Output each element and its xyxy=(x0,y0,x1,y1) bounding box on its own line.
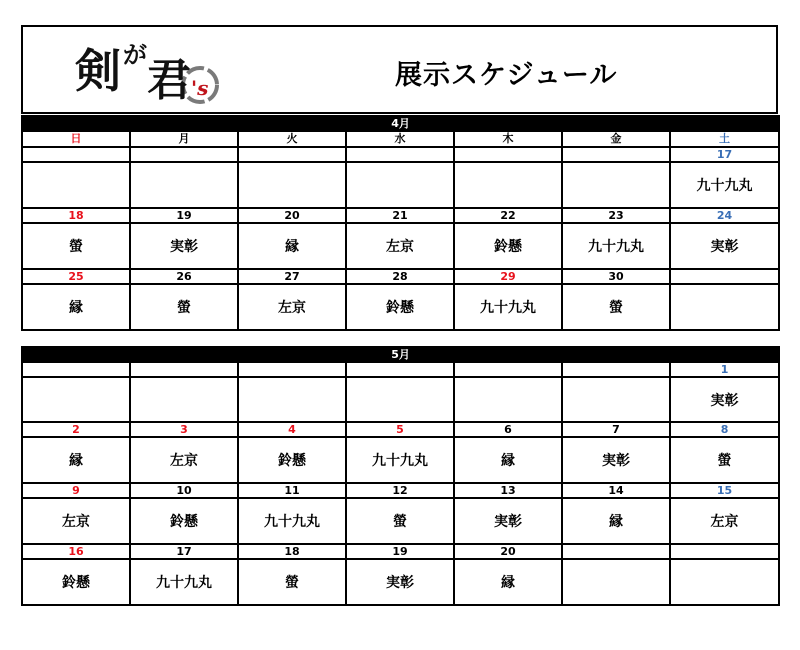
date-cell: 14 xyxy=(562,483,670,498)
date-cell: 23 xyxy=(562,208,670,223)
date-cell: 22 xyxy=(454,208,562,223)
page-title: 展示スケジュール xyxy=(395,60,618,91)
date-cell xyxy=(238,362,346,377)
character-cell: 螢 xyxy=(22,223,130,269)
character-cell: 鈴懸 xyxy=(130,498,238,544)
weekday-fri: 金 xyxy=(562,131,670,147)
character-cell xyxy=(670,284,779,330)
character-cell: 九十九丸 xyxy=(238,498,346,544)
april-calendar xyxy=(21,115,780,331)
character-cell: 鈴懸 xyxy=(22,559,130,605)
date-cell: 1 xyxy=(670,362,779,377)
character-cell: 螢 xyxy=(238,559,346,605)
date-cell: 8 xyxy=(670,422,779,437)
date-cell: 27 xyxy=(238,269,346,284)
character-row xyxy=(22,437,779,483)
schedule-header xyxy=(21,25,778,114)
character-cell xyxy=(22,162,130,208)
character-cell xyxy=(670,559,779,605)
character-cell: 縁 xyxy=(454,437,562,483)
character-cell: 螢 xyxy=(130,284,238,330)
month-header-may xyxy=(22,347,779,362)
date-row xyxy=(22,269,779,284)
character-cell xyxy=(454,162,562,208)
character-cell: 鈴懸 xyxy=(346,284,454,330)
date-cell: 17 xyxy=(130,544,238,559)
date-cell xyxy=(346,147,454,162)
weekday-sat: 土 xyxy=(670,131,779,147)
character-cell: 九十九丸 xyxy=(670,162,779,208)
date-cell: 6 xyxy=(454,422,562,437)
character-cell: 実彰 xyxy=(562,437,670,483)
date-cell: 16 xyxy=(22,544,130,559)
character-cell: 実彰 xyxy=(454,498,562,544)
date-cell: 28 xyxy=(346,269,454,284)
svg-text:君: 君 xyxy=(147,55,191,106)
date-cell xyxy=(238,147,346,162)
month-label: 5月 xyxy=(22,347,779,362)
character-cell: 縁 xyxy=(562,498,670,544)
svg-text:'s: 's xyxy=(191,76,209,100)
character-cell: 螢 xyxy=(562,284,670,330)
character-row xyxy=(22,284,779,330)
date-cell: 5 xyxy=(346,422,454,437)
character-cell xyxy=(562,559,670,605)
character-cell xyxy=(346,377,454,422)
character-row xyxy=(22,377,779,422)
date-cell: 20 xyxy=(238,208,346,223)
month-header-april xyxy=(22,116,779,131)
character-cell xyxy=(454,377,562,422)
date-cell: 18 xyxy=(238,544,346,559)
date-row xyxy=(22,208,779,223)
character-cell: 縁 xyxy=(238,223,346,269)
date-cell: 19 xyxy=(130,208,238,223)
date-cell: 9 xyxy=(22,483,130,498)
character-cell: 左京 xyxy=(670,498,779,544)
date-cell: 3 xyxy=(130,422,238,437)
date-cell: 20 xyxy=(454,544,562,559)
date-cell xyxy=(22,362,130,377)
game-logo xyxy=(73,33,223,107)
character-cell xyxy=(562,377,670,422)
character-cell: 九十九丸 xyxy=(562,223,670,269)
weekday-sun: 日 xyxy=(22,131,130,147)
character-cell xyxy=(562,162,670,208)
date-row xyxy=(22,147,779,162)
date-cell xyxy=(670,544,779,559)
weekday-wed: 水 xyxy=(346,131,454,147)
character-cell: 九十九丸 xyxy=(454,284,562,330)
date-cell xyxy=(562,544,670,559)
character-row xyxy=(22,162,779,208)
character-cell: 左京 xyxy=(238,284,346,330)
date-cell: 24 xyxy=(670,208,779,223)
date-cell: 2 xyxy=(22,422,130,437)
character-cell: 螢 xyxy=(670,437,779,483)
date-cell: 10 xyxy=(130,483,238,498)
date-cell: 19 xyxy=(346,544,454,559)
character-cell: 鈴懸 xyxy=(454,223,562,269)
date-cell: 30 xyxy=(562,269,670,284)
date-cell: 12 xyxy=(346,483,454,498)
date-row xyxy=(22,422,779,437)
character-cell xyxy=(130,377,238,422)
svg-text:剣: 剣 xyxy=(75,44,121,98)
date-row xyxy=(22,544,779,559)
character-row xyxy=(22,559,779,605)
date-cell: 7 xyxy=(562,422,670,437)
character-cell xyxy=(346,162,454,208)
character-cell xyxy=(238,162,346,208)
character-cell xyxy=(22,377,130,422)
character-cell xyxy=(130,162,238,208)
date-cell xyxy=(454,147,562,162)
character-cell: 実彰 xyxy=(346,559,454,605)
date-cell xyxy=(562,362,670,377)
character-cell: 縁 xyxy=(22,284,130,330)
month-label: 4月 xyxy=(22,116,779,131)
character-cell: 左京 xyxy=(22,498,130,544)
date-cell xyxy=(454,362,562,377)
date-cell: 26 xyxy=(130,269,238,284)
character-cell: 縁 xyxy=(22,437,130,483)
weekday-tue: 火 xyxy=(238,131,346,147)
date-cell: 15 xyxy=(670,483,779,498)
date-cell: 11 xyxy=(238,483,346,498)
character-row xyxy=(22,498,779,544)
character-cell: 鈴懸 xyxy=(238,437,346,483)
date-cell xyxy=(562,147,670,162)
date-row xyxy=(22,362,779,377)
weekday-mon: 月 xyxy=(130,131,238,147)
character-row xyxy=(22,223,779,269)
may-calendar xyxy=(21,346,780,606)
date-cell xyxy=(22,147,130,162)
character-cell: 実彰 xyxy=(670,377,779,422)
date-cell: 4 xyxy=(238,422,346,437)
weekday-thu: 木 xyxy=(454,131,562,147)
date-cell xyxy=(130,147,238,162)
date-cell xyxy=(670,269,779,284)
character-cell xyxy=(238,377,346,422)
date-cell: 25 xyxy=(22,269,130,284)
character-cell: 九十九丸 xyxy=(346,437,454,483)
date-cell: 13 xyxy=(454,483,562,498)
date-cell: 21 xyxy=(346,208,454,223)
date-cell xyxy=(346,362,454,377)
character-cell: 九十九丸 xyxy=(130,559,238,605)
date-row xyxy=(22,483,779,498)
character-cell: 実彰 xyxy=(130,223,238,269)
date-cell: 18 xyxy=(22,208,130,223)
character-cell: 左京 xyxy=(130,437,238,483)
weekday-row xyxy=(22,131,779,147)
date-cell: 17 xyxy=(670,147,779,162)
character-cell: 左京 xyxy=(346,223,454,269)
character-cell: 実彰 xyxy=(670,223,779,269)
date-cell: 29 xyxy=(454,269,562,284)
character-cell: 縁 xyxy=(454,559,562,605)
character-cell: 螢 xyxy=(346,498,454,544)
date-cell xyxy=(130,362,238,377)
svg-text:が: が xyxy=(123,40,147,69)
